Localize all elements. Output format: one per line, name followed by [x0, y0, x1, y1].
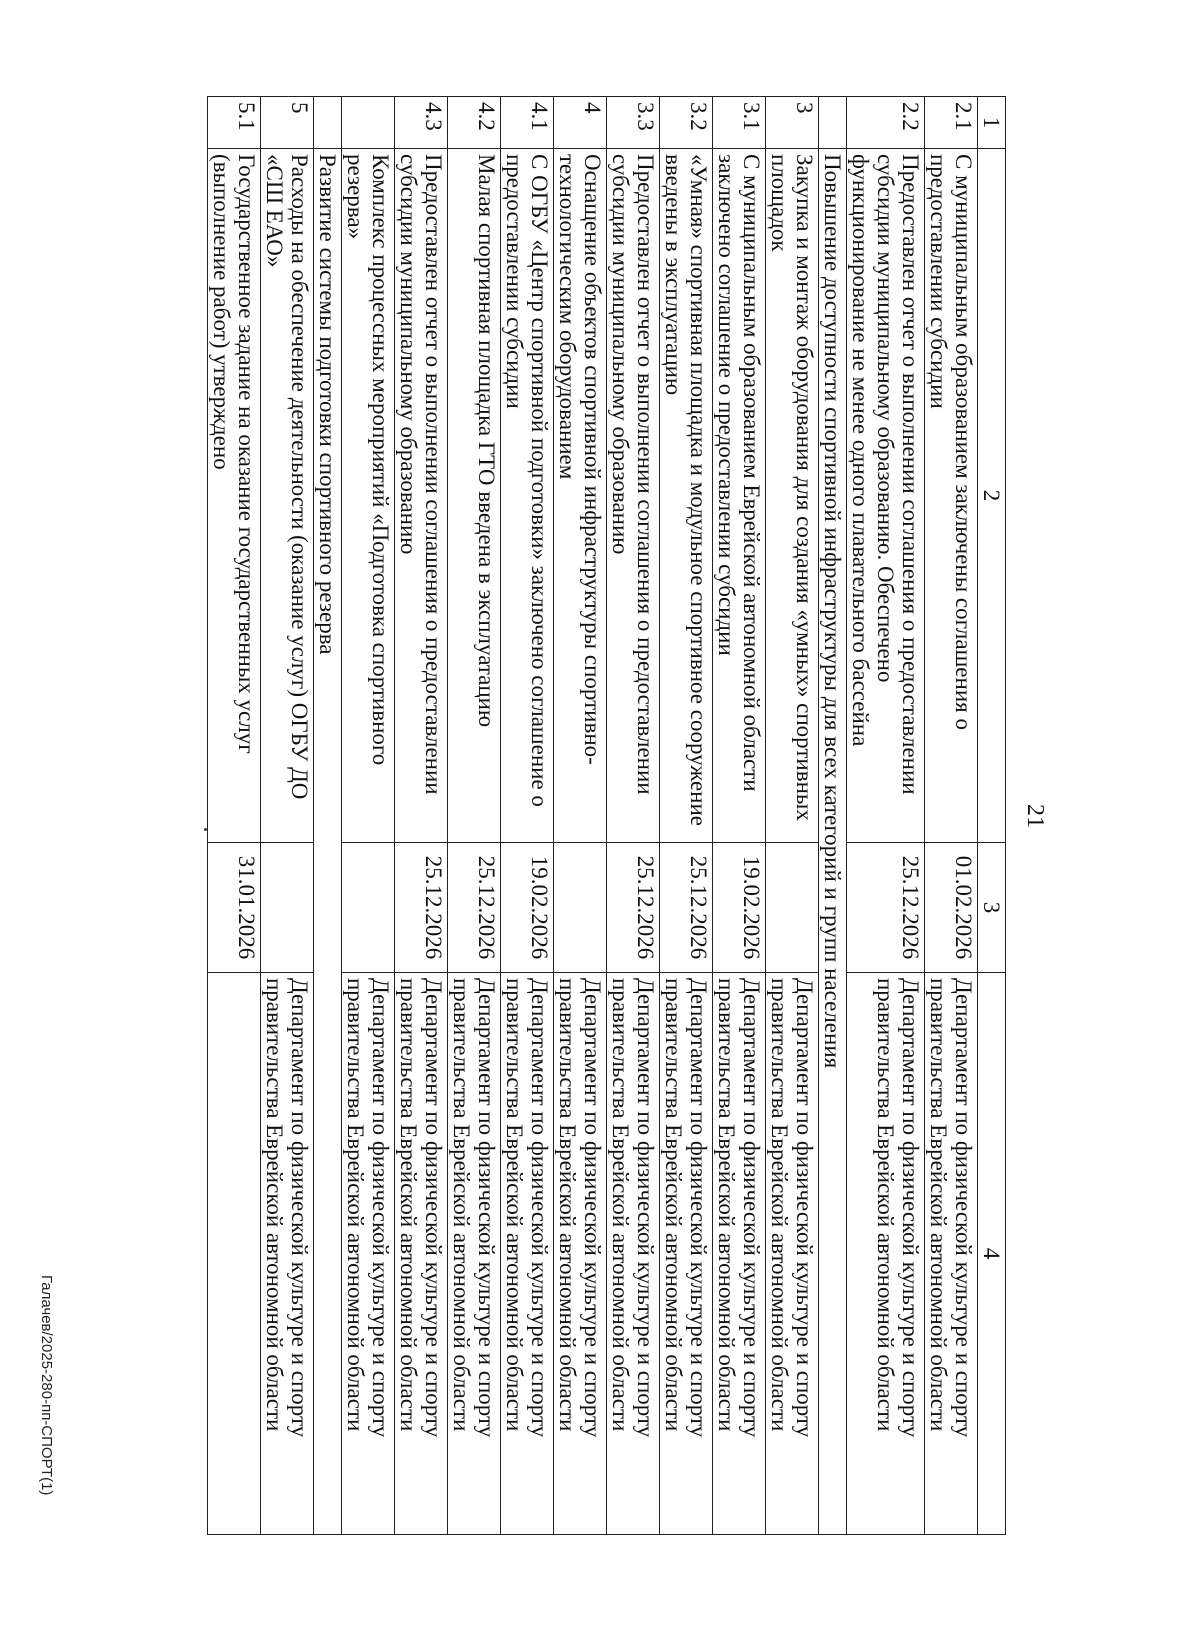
- page-number: 21: [1022, 804, 1048, 828]
- row-responsible: Департамент по физической культуре и спорту правительства Еврейской автономной области: [847, 973, 925, 1535]
- row-number: 4.3: [395, 97, 448, 149]
- row-deadline: 31.01.2026: [208, 843, 261, 973]
- row-number: 4.1: [501, 97, 554, 149]
- row-number: 4: [554, 97, 607, 149]
- row-responsible: Департамент по физической культуре и спорту правительства Еврейской автономной области: [925, 973, 978, 1535]
- plan-table-body: [208, 97, 1006, 1535]
- row-description: С ОГБУ «Центр спортивной подготовки» заключено соглашение о предоставлении субсидии: [501, 149, 554, 843]
- row-deadline: 01.02.2026: [925, 843, 978, 973]
- row-responsible: Департамент по физической культуре и спорту правительства Еврейской автономной области: [554, 973, 607, 1535]
- table-row: [448, 97, 501, 1535]
- table-row: [847, 97, 925, 1535]
- row-responsible: Департамент по физической культуре и спорту правительства Еврейской автономной области: [395, 973, 448, 1535]
- table-row: [554, 97, 607, 1535]
- section-title: Повышение доступности спортивной инфраструктуры для всех категорий и групп населения: [819, 149, 847, 1535]
- table-row: [766, 97, 819, 1535]
- row-responsible: Департамент по физической культуре и спорту правительства Еврейской автономной области: [448, 973, 501, 1535]
- row-responsible: Департамент по физической культуре и спорту правительства Еврейской автономной области: [607, 973, 660, 1535]
- plan-table: [207, 96, 1006, 1535]
- scan-speck: [204, 828, 207, 831]
- row-deadline: 25.12.2026: [607, 843, 660, 973]
- table-row: [261, 97, 314, 1535]
- table-row: [925, 97, 978, 1535]
- row-responsible: [208, 973, 261, 1535]
- table-row: [660, 97, 713, 1535]
- row-number: 3: [766, 97, 819, 149]
- table-row: [607, 97, 660, 1535]
- row-responsible: Департамент по физической культуре и спорту правительства Еврейской автономной области: [713, 973, 766, 1535]
- row-deadline: 25.12.2026: [448, 843, 501, 973]
- row-deadline: 25.12.2026: [847, 843, 925, 973]
- footer-stamp: Галачев/2025-280-пп-СПОРТ(1): [38, 1275, 55, 1496]
- header-cell-4: 4: [978, 973, 1006, 1535]
- section-title: Развитие системы подготовки спортивного резерва: [314, 149, 342, 1535]
- row-responsible: Департамент по физической культуре и спорту правительства Еврейской автономной области: [261, 973, 314, 1535]
- row-description: Комплекс процессных мероприятий «Подготовка спортивного резерва»: [342, 149, 395, 843]
- row-description: «Умная» спортивная площадка и модульное спортивное сооружение введены в эксплуатацию: [660, 149, 713, 843]
- section-row: [314, 97, 342, 1535]
- row-description: С муниципальным образованием заключены соглашения о предоставлении субсидии: [925, 149, 978, 843]
- row-responsible: Департамент по физической культуре и спорту правительства Еврейской автономной области: [342, 973, 395, 1535]
- row-deadline: [261, 843, 314, 973]
- table-row: [208, 97, 261, 1535]
- row-deadline: 25.12.2026: [660, 843, 713, 973]
- table-row: [395, 97, 448, 1535]
- row-description: Предоставлен отчет о выполнении соглашения о предоставлении субсидии муниципальному образованию: [395, 149, 448, 843]
- row-number: 3.3: [607, 97, 660, 149]
- header-cell-2: 2: [978, 149, 1006, 843]
- row-responsible: Департамент по физической культуре и спорту правительства Еврейской автономной области: [501, 973, 554, 1535]
- row-deadline: [342, 843, 395, 973]
- row-description: Оснащение объектов спортивной инфраструктуры спортивно-технологическим оборудованием: [554, 149, 607, 843]
- section-num-cell: [314, 97, 342, 149]
- row-description: Государственное задание на оказание государственных услуг (выполнение работ) утверждено: [208, 149, 261, 843]
- row-deadline: 19.02.2026: [713, 843, 766, 973]
- row-responsible: Департамент по физической культуре и спорту правительства Еврейской автономной области: [660, 973, 713, 1535]
- table-row: [342, 97, 395, 1535]
- row-number: 2.1: [925, 97, 978, 149]
- header-cell-3: 3: [978, 843, 1006, 973]
- row-number: 4.2: [448, 97, 501, 149]
- row-description: Предоставлен отчет о выполнении соглашения о предоставлении субсидии муниципальному образованию. Обеспечено функционирование не менее одного плавательного бассейна: [847, 149, 925, 843]
- row-deadline: 19.02.2026: [501, 843, 554, 973]
- row-deadline: [554, 843, 607, 973]
- row-description: Расходы на обеспечение деятельности (оказание услуг) ОГБУ ДО «СШ ЕАО»: [261, 149, 314, 843]
- row-number: 3.2: [660, 97, 713, 149]
- row-deadline: [766, 843, 819, 973]
- row-number: [342, 97, 395, 149]
- row-description: Закупка и монтаж оборудования для создания «умных» спортивных площадок: [766, 149, 819, 843]
- row-deadline: 25.12.2026: [395, 843, 448, 973]
- row-number: 5.1: [208, 97, 261, 149]
- rotated-landscape-page: [209, 96, 1048, 1544]
- row-description: Малая спортивная площадка ГТО введена в эксплуатацию: [448, 149, 501, 843]
- row-description: С муниципальным образованием Еврейской автономной области заключено соглашение о предоставлении субсидии: [713, 149, 766, 843]
- section-row: [819, 97, 847, 1535]
- header-row: [978, 97, 1006, 1535]
- table-row: [713, 97, 766, 1535]
- section-num-cell: [819, 97, 847, 149]
- row-responsible: Департамент по физической культуре и спорту правительства Еврейской автономной области: [766, 973, 819, 1535]
- row-description: Предоставлен отчет о выполнении соглашения о предоставлении субсидии муниципальному образованию: [607, 149, 660, 843]
- row-number: 3.1: [713, 97, 766, 149]
- table-row: [501, 97, 554, 1535]
- row-number: 5: [261, 97, 314, 149]
- row-number: 2.2: [847, 97, 925, 149]
- header-cell-1: 1: [978, 97, 1006, 149]
